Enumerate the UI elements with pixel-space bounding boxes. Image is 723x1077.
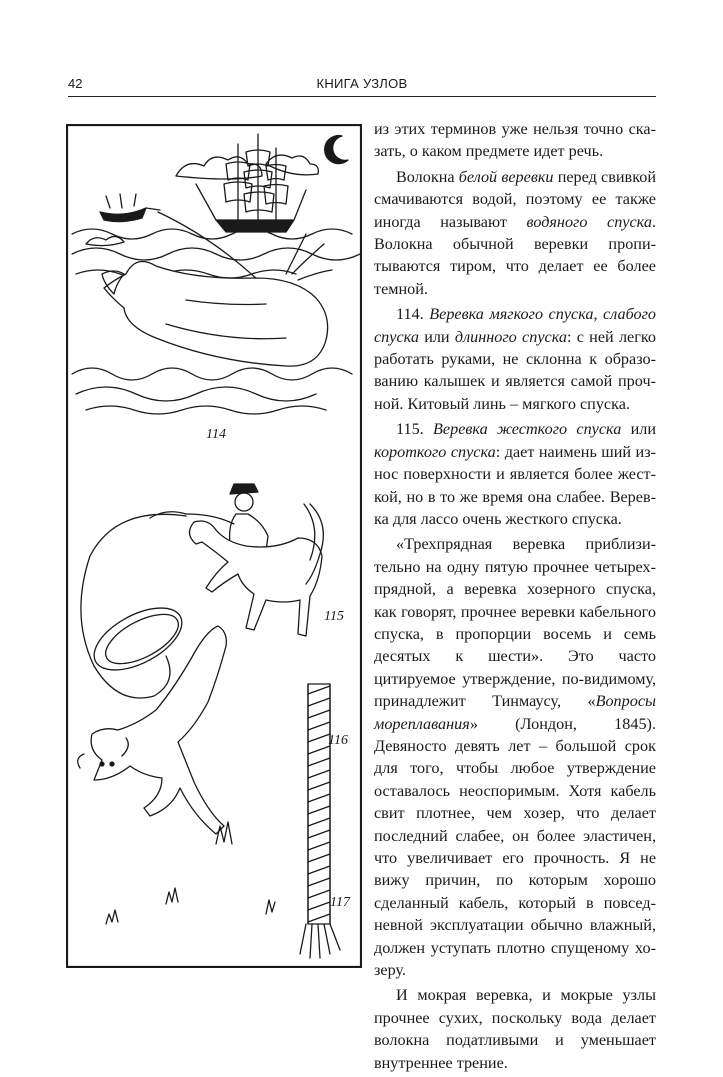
text-run: или <box>418 327 455 346</box>
text-run: 115. <box>396 420 434 439</box>
steer <box>78 626 227 834</box>
figure-label: 117 <box>330 895 350 910</box>
twisted-rope <box>300 684 340 958</box>
text-run: из этих терминов уже нельзя точно сказать, о каком предмете идет речь. <box>374 120 656 161</box>
rope-lay-illustration <box>66 124 362 968</box>
ground-tuft <box>106 910 118 924</box>
sea-wave <box>86 406 326 414</box>
text-run: , <box>593 305 604 324</box>
paragraph <box>374 166 656 300</box>
italic-term: слабого спуска <box>374 305 656 346</box>
paragraph <box>374 533 656 981</box>
text-run: или <box>621 420 657 439</box>
ground-tuft <box>166 888 178 904</box>
text-run: Волокна <box>396 167 459 186</box>
lasso <box>81 514 192 698</box>
text-run: 114. <box>396 305 430 324</box>
page-number: 42 <box>68 76 83 91</box>
text-run: : дает наимень ший износ поверхности и является более жесткой, но в то же время она слабее. Веревка для лассо очень жесткого спуска. <box>374 442 657 528</box>
italic-term: Вопросы мореплавания <box>374 692 656 733</box>
italic-term: Веревка жесткого спуска <box>433 420 622 439</box>
text-run: перед свивкой смачиваются водой, поэтому ее также иногда называют <box>374 167 656 231</box>
sailing-ship <box>196 134 306 232</box>
body-text <box>374 118 656 1077</box>
figure-label: 116 <box>328 733 348 748</box>
running-title: КНИГА УЗЛОВ <box>316 76 408 91</box>
italic-term: длинного спуска <box>454 327 567 346</box>
figure-label: 115 <box>324 609 344 624</box>
italic-term: белой веревки <box>458 167 554 186</box>
paragraph <box>374 118 656 163</box>
text-run: » (Лондон, 1845). Девяносто девять лет – большой срок для того, чтобы любое утверждение оставалось неоспоримым. Хотя кабель свит плотнее, чем хозер, что делает последний слабее, он более эластичен, что увеличивает его прочность. Я не вижу причин, по которым хорошо сделанный кабель, который в повседневной эксплуатации обычно влажный, должен уступать плотно спущеному хозеру. <box>374 714 656 980</box>
sea-wave <box>76 387 316 401</box>
running-header <box>68 70 656 97</box>
italic-term: водяного спуска <box>526 212 652 231</box>
moon-icon <box>325 136 348 164</box>
ground-tuft <box>266 900 275 914</box>
text-run: . Волокна обычной веревки пропитываются тиром, что делает ее более темной. <box>374 212 656 298</box>
italic-term: Веревка мягкого спуска <box>429 305 594 324</box>
whaleboat <box>100 194 160 222</box>
figure-label: 114 <box>206 427 226 442</box>
text-run: И мокрая веревка, и мокрые узлы прочнее сухих, поскольку вода делает волокна податливыми и уменьшает внутреннее трение. <box>374 986 656 1072</box>
italic-term: короткого спуска <box>374 442 496 461</box>
sea-wave <box>72 229 352 239</box>
cowboy-on-horse <box>150 484 323 636</box>
text-run: : с ней легко работать руками, не склонна к образованию калышек и является самой прочной. Китовый линь – мягкого спуска. <box>374 327 657 413</box>
cloud <box>86 236 124 245</box>
sea-wave <box>72 368 352 380</box>
paragraph <box>374 418 656 530</box>
text-run: «Трехпрядная веревка приблизительно на одну пятую прочнее четырехпрядной, а веревка хозерного спуска, как говорят, прочнее веревки кабельного спуска, в пропорции восемь и семь десятых к шести». Это часто цитируемое утверждение, по-видимому, принадлежит Тинмаусу, « <box>374 535 656 711</box>
paragraph <box>374 303 656 415</box>
